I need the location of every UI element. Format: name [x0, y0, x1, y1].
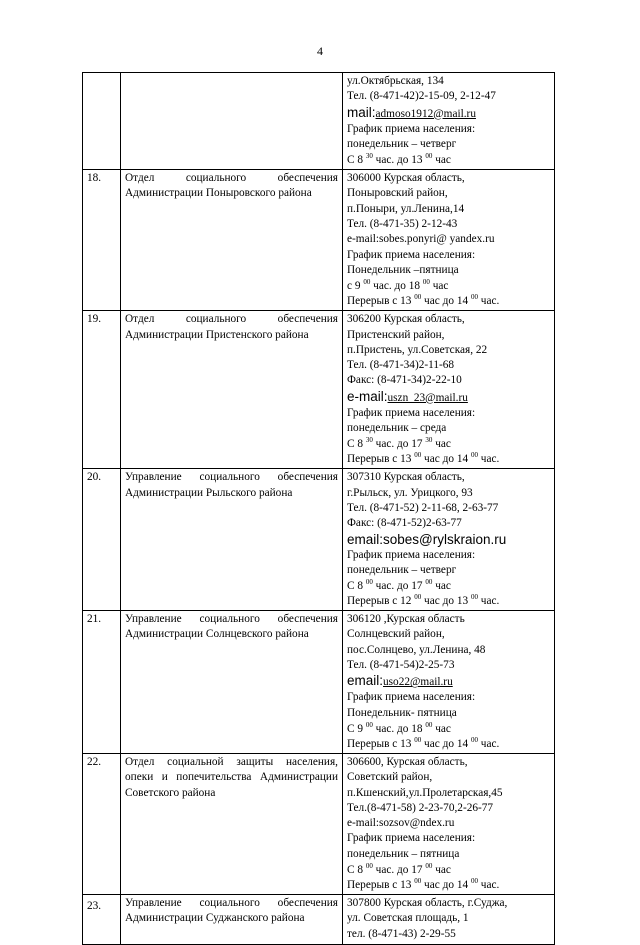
contact-line: г.Рыльск, ул. Урицкого, 93 — [347, 486, 473, 499]
hours-line: С 8 $^{00}$ час. до 17 $^{00}$ час — [347, 578, 451, 593]
row-number: 20. — [83, 469, 121, 611]
row-number — [83, 73, 121, 170]
contact-details — [343, 469, 555, 611]
contact-line: понедельник – пятница — [347, 847, 460, 860]
contact-line: Факс: (8-471-34)2-22-10 — [347, 374, 462, 387]
contact-details — [343, 753, 555, 894]
organization-name: Отдел социального обеспечения Администрации Поныровского района — [121, 170, 343, 311]
hours-line: С 8 $^{00}$ час. до 17 $^{00}$ час — [347, 861, 451, 876]
table-row — [83, 311, 555, 469]
contact-line: Тел. (8-471-34)2-11-68 — [347, 359, 455, 372]
organization-name: Управление социального обеспечения Администрации Суджанского района — [121, 894, 343, 944]
contact-details — [343, 73, 555, 170]
hours-line: С 9 $^{00}$ час. до 18 $^{00}$ час — [347, 720, 451, 735]
organization-name: Управление социального обеспечения Администрации Рыльского района — [121, 469, 343, 611]
table-row — [83, 611, 555, 754]
contact-line: Пристенский район, — [347, 328, 445, 341]
contact-line: e-mail:sobes.ponyri@ yandex.ru — [347, 233, 495, 246]
contact-line: Понедельник –пятница — [347, 263, 459, 276]
organization-name: Отдел социального обеспечения Администрации Пристенского района — [121, 311, 343, 469]
row-number: 22. — [83, 753, 121, 894]
hours-line: с 9 $^{00}$ час. до 18 $^{00}$ час — [347, 278, 449, 293]
contact-line: ул.Октябрьская, 134 — [347, 75, 444, 87]
contact-line: График приема населения: — [347, 691, 476, 704]
contact-details — [343, 611, 555, 754]
email-link[interactable]: admoso1912@mail.ru — [375, 107, 476, 120]
page-number: 4 — [317, 44, 323, 58]
contact-line: График приема населения: — [347, 248, 476, 261]
contact-line: Советский район, — [347, 771, 433, 784]
contact-line: e-mail:sozsov@ndex.ru — [347, 817, 455, 830]
contact-line: пос.Солнцево, ул.Ленина, 48 — [347, 643, 486, 656]
contact-line: 306120 ,Курская область — [347, 613, 465, 626]
hours-line: Перерыв с 13 $^{00}$ час до 14 $^{00}$ час. — [347, 735, 500, 750]
email-link[interactable]: uso22@mail.ru — [383, 676, 453, 689]
contact-line: Тел. (8-471-35) 2-12-43 — [347, 218, 458, 231]
hours-line: Перерыв с 13 $^{00}$ час до 14 $^{00}$ час. — [347, 876, 500, 891]
contact-details — [343, 894, 555, 944]
email-line: mail:admoso1912@mail.ru — [347, 104, 476, 120]
table-row — [83, 469, 555, 611]
table-row — [83, 894, 555, 944]
table-row — [83, 73, 555, 170]
email-line: email:uso22@mail.ru — [347, 673, 453, 689]
row-number: 18. — [83, 170, 121, 311]
email-line: email:sobes@rylskraion.ru — [347, 531, 507, 547]
row-number: 19. — [83, 311, 121, 469]
table-body — [83, 73, 555, 945]
contact-line: п.Пристень, ул.Советская, 22 — [347, 343, 488, 356]
contact-line: График приема населения: — [347, 406, 476, 419]
contact-line: Тел. (8-471-52) 2-11-68, 2-63-77 — [347, 501, 499, 514]
contact-line: 306200 Курская область, — [347, 313, 465, 326]
contact-line: Тел. (8-471-42)2-15-09, 2-12-47 — [347, 90, 496, 103]
contact-line: 307310 Курская область, — [347, 471, 465, 484]
contact-line: понедельник – четверг — [347, 563, 457, 576]
contact-details — [343, 311, 555, 469]
contact-line: понедельник – четверг — [347, 137, 457, 150]
hours-line: Перерыв с 12 $^{00}$ час до 13 $^{00}$ час. — [347, 593, 500, 608]
contact-line: 306600, Курская область, — [347, 755, 468, 768]
contact-line: Понедельник- пятница — [347, 706, 457, 719]
contact-line: п.Поныри, ул.Ленина,14 — [347, 202, 465, 215]
organization-name: Отдел социальной защиты населения, опеки и попечительства Администрации Советского района — [121, 753, 343, 894]
contact-line: Тел. (8-471-54)2-25-73 — [347, 659, 455, 672]
contact-line: График приема населения: — [347, 122, 476, 135]
email-link[interactable]: uszn_23@mail.ru — [387, 391, 468, 404]
table-row — [83, 753, 555, 894]
row-number: 23. — [83, 894, 121, 944]
hours-line: С 8 $^{30}$ час. до 17 $^{30}$ час — [347, 436, 451, 451]
contact-line: Поныровский район, — [347, 187, 448, 200]
contact-line: График приема населения: — [347, 832, 476, 845]
contact-line: тел. (8-471-43) 2-29-55 — [347, 927, 456, 940]
contact-line: 306000 Курская область, — [347, 172, 465, 185]
contact-details — [343, 170, 555, 311]
table-row — [83, 170, 555, 311]
organization-name: Управление социального обеспечения Администрации Солнцевского района — [121, 611, 343, 754]
hours-line: Перерыв с 13 $^{00}$ час до 14 $^{00}$ час. — [347, 293, 500, 308]
contact-line: График приема населения: — [347, 548, 476, 561]
contact-line: 307800 Курская область, г.Суджа, — [347, 896, 508, 909]
contact-line: ул. Советская площадь, 1 — [347, 912, 469, 925]
contact-line: Солнцевский район, — [347, 628, 445, 641]
social-services-table — [82, 72, 555, 945]
contact-line: п.Кшенский,ул.Пролетарская,45 — [347, 786, 503, 799]
email-line: e-mail:uszn_23@mail.ru — [347, 388, 468, 404]
contact-line: понедельник – среда — [347, 422, 447, 435]
hours-line: Перерыв с 13 $^{00}$ час до 14 $^{00}$ час. — [347, 451, 500, 466]
contact-line: Факс: (8-471-52)2-63-77 — [347, 517, 462, 530]
organization-name — [121, 73, 343, 170]
contact-line: Тел.(8-471-58) 2-23-70,2-26-77 — [347, 801, 494, 814]
hours-line: С 8 $^{30}$ час. до 13 $^{00}$ час — [347, 152, 451, 167]
row-number: 21. — [83, 611, 121, 754]
